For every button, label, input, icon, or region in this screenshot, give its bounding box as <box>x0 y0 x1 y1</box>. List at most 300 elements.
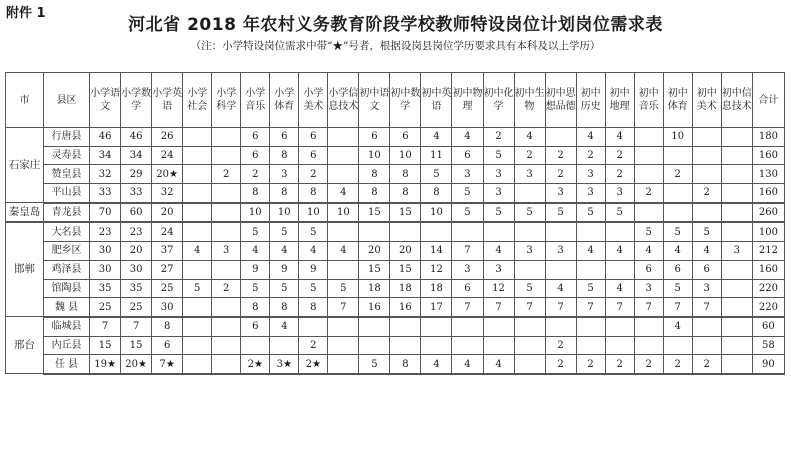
value-cell: 15 <box>359 260 390 279</box>
value-cell: 2 <box>212 165 241 184</box>
value-cell: 2★ <box>299 355 328 374</box>
value-cell <box>634 336 663 355</box>
column-header: 小学信息技术 <box>328 73 359 128</box>
value-cell: 3 <box>452 165 483 184</box>
value-cell: 7 <box>90 317 121 336</box>
value-cell: 3 <box>514 242 545 261</box>
value-cell: 2 <box>299 165 328 184</box>
column-header: 小学语文 <box>90 73 121 128</box>
value-cell <box>241 336 270 355</box>
value-cell: 2 <box>576 355 605 374</box>
value-cell: 5 <box>241 222 270 241</box>
value-cell <box>721 222 752 241</box>
value-cell <box>605 317 634 336</box>
value-cell <box>721 279 752 298</box>
value-cell: 5 <box>241 279 270 298</box>
value-cell <box>183 165 212 184</box>
value-cell <box>183 260 212 279</box>
value-cell <box>212 298 241 317</box>
value-cell: 15 <box>359 203 390 223</box>
column-header: 初中化学 <box>483 73 514 128</box>
value-cell <box>359 336 390 355</box>
value-cell <box>183 355 212 374</box>
value-cell: 10 <box>328 203 359 223</box>
value-cell <box>721 128 752 147</box>
value-cell <box>328 355 359 374</box>
county-cell: 赞皇县 <box>44 165 90 184</box>
value-cell: 5 <box>545 203 576 223</box>
column-header: 小学体育 <box>270 73 299 128</box>
value-cell: 8 <box>421 184 452 203</box>
value-cell: 5 <box>270 279 299 298</box>
value-cell: 8 <box>299 184 328 203</box>
value-cell: 8 <box>390 165 421 184</box>
value-cell: 7 <box>121 317 152 336</box>
value-cell: 4 <box>663 317 692 336</box>
value-cell: 3★ <box>270 355 299 374</box>
value-cell: 5 <box>299 222 328 241</box>
value-cell <box>576 222 605 241</box>
column-header: 小学社会 <box>183 73 212 128</box>
teacher-demand-table <box>5 72 785 375</box>
value-cell: 46 <box>90 128 121 147</box>
value-cell: 2 <box>605 355 634 374</box>
value-cell: 5 <box>452 203 483 223</box>
table-row <box>6 222 785 241</box>
value-cell: 5 <box>634 222 663 241</box>
value-cell <box>663 203 692 223</box>
value-cell: 20 <box>359 242 390 261</box>
value-cell: 8 <box>299 298 328 317</box>
table-row <box>6 317 785 336</box>
value-cell: 7 <box>692 298 721 317</box>
column-header: 合计 <box>752 73 784 128</box>
value-cell: 8 <box>390 184 421 203</box>
value-cell: 15 <box>121 336 152 355</box>
value-cell: 4 <box>483 355 514 374</box>
value-cell <box>483 336 514 355</box>
value-cell: 23 <box>121 222 152 241</box>
value-cell: 12 <box>483 279 514 298</box>
column-header: 初中语文 <box>359 73 390 128</box>
value-cell: 32 <box>90 165 121 184</box>
value-cell <box>663 184 692 203</box>
value-cell <box>721 317 752 336</box>
value-cell: 25 <box>90 298 121 317</box>
column-header: 初中物理 <box>452 73 483 128</box>
value-cell: 212 <box>752 242 784 261</box>
value-cell: 3 <box>212 242 241 261</box>
value-cell: 2 <box>692 184 721 203</box>
value-cell: 3 <box>483 260 514 279</box>
value-cell: 7 <box>483 298 514 317</box>
value-cell: 20 <box>152 203 183 223</box>
value-cell: 10 <box>359 146 390 165</box>
city-cell: 石家庄 <box>6 128 44 203</box>
county-cell: 魏 县 <box>44 298 90 317</box>
value-cell: 15 <box>390 260 421 279</box>
value-cell: 3 <box>514 165 545 184</box>
value-cell <box>183 298 212 317</box>
value-cell: 8 <box>390 355 421 374</box>
value-cell <box>390 317 421 336</box>
value-cell <box>328 336 359 355</box>
value-cell: 4 <box>663 242 692 261</box>
value-cell <box>605 260 634 279</box>
value-cell: 23 <box>90 222 121 241</box>
value-cell: 9 <box>241 260 270 279</box>
value-cell: 8 <box>241 184 270 203</box>
column-header: 小学美术 <box>299 73 328 128</box>
value-cell: 2 <box>634 184 663 203</box>
table-row <box>6 279 785 298</box>
county-cell: 鸡泽县 <box>44 260 90 279</box>
value-cell <box>634 146 663 165</box>
value-cell: 4 <box>270 317 299 336</box>
value-cell: 3 <box>545 184 576 203</box>
value-cell: 2 <box>663 355 692 374</box>
column-header: 初中思想品德 <box>545 73 576 128</box>
value-cell: 4 <box>605 242 634 261</box>
value-cell <box>634 128 663 147</box>
column-header: 小学科学 <box>212 73 241 128</box>
table-header-row <box>6 73 785 128</box>
value-cell <box>212 184 241 203</box>
value-cell <box>390 222 421 241</box>
value-cell: 20★ <box>121 355 152 374</box>
county-cell: 内丘县 <box>44 336 90 355</box>
value-cell: 4 <box>483 242 514 261</box>
value-cell <box>299 317 328 336</box>
value-cell: 35 <box>90 279 121 298</box>
value-cell <box>576 336 605 355</box>
value-cell: 220 <box>752 279 784 298</box>
value-cell: 25 <box>152 279 183 298</box>
table-row <box>6 184 785 203</box>
value-cell: 2 <box>545 146 576 165</box>
value-cell: 3 <box>576 184 605 203</box>
value-cell <box>483 317 514 336</box>
value-cell <box>328 317 359 336</box>
value-cell: 10 <box>299 203 328 223</box>
value-cell: 5 <box>359 355 390 374</box>
value-cell: 6 <box>270 128 299 147</box>
value-cell: 3 <box>452 260 483 279</box>
value-cell <box>452 317 483 336</box>
column-header: 小学数学 <box>121 73 152 128</box>
value-cell: 6 <box>634 260 663 279</box>
value-cell: 130 <box>752 165 784 184</box>
value-cell: 5 <box>483 146 514 165</box>
value-cell: 3 <box>483 165 514 184</box>
table-row <box>6 260 785 279</box>
value-cell: 15 <box>390 203 421 223</box>
value-cell: 7 <box>576 298 605 317</box>
column-header: 市 <box>6 73 44 128</box>
value-cell <box>514 355 545 374</box>
value-cell <box>328 222 359 241</box>
value-cell <box>721 298 752 317</box>
value-cell: 5 <box>421 165 452 184</box>
value-cell <box>328 146 359 165</box>
value-cell: 20 <box>121 242 152 261</box>
value-cell <box>359 222 390 241</box>
value-cell: 58 <box>752 336 784 355</box>
value-cell: 30 <box>152 298 183 317</box>
value-cell: 4 <box>634 242 663 261</box>
value-cell: 3 <box>692 279 721 298</box>
value-cell: 14 <box>421 242 452 261</box>
value-cell: 6 <box>241 146 270 165</box>
column-header: 初中美术 <box>692 73 721 128</box>
value-cell <box>721 146 752 165</box>
city-cell: 邢台 <box>6 317 44 374</box>
value-cell: 16 <box>390 298 421 317</box>
county-cell: 平山县 <box>44 184 90 203</box>
value-cell: 2 <box>241 165 270 184</box>
value-cell: 4 <box>576 128 605 147</box>
value-cell: 6 <box>692 260 721 279</box>
value-cell: 60 <box>121 203 152 223</box>
value-cell: 35 <box>121 279 152 298</box>
value-cell: 27 <box>152 260 183 279</box>
value-cell <box>692 128 721 147</box>
value-cell: 2 <box>663 165 692 184</box>
county-cell: 馆陶县 <box>44 279 90 298</box>
value-cell: 7 <box>545 298 576 317</box>
value-cell: 20★ <box>152 165 183 184</box>
value-cell: 24 <box>152 146 183 165</box>
value-cell <box>721 260 752 279</box>
value-cell <box>212 222 241 241</box>
value-cell: 3 <box>605 184 634 203</box>
value-cell <box>452 222 483 241</box>
county-cell: 青龙县 <box>44 203 90 223</box>
city-cell: 邯郸 <box>6 222 44 316</box>
document-note: （注：小学特设岗位需求中带“★”号者，根据设岗县岗位学历要求具有本科及以上学历） <box>190 40 601 52</box>
value-cell: 10 <box>390 146 421 165</box>
value-cell: 2 <box>634 355 663 374</box>
value-cell <box>721 184 752 203</box>
value-cell <box>545 222 576 241</box>
column-header: 初中数学 <box>390 73 421 128</box>
value-cell: 2 <box>576 146 605 165</box>
value-cell: 9 <box>299 260 328 279</box>
value-cell: 220 <box>752 298 784 317</box>
attachment-label: 附件 1 <box>6 6 46 21</box>
value-cell <box>692 165 721 184</box>
value-cell: 6 <box>663 260 692 279</box>
value-cell: 3 <box>483 184 514 203</box>
value-cell: 11 <box>421 146 452 165</box>
value-cell: 5 <box>605 203 634 223</box>
value-cell <box>663 336 692 355</box>
value-cell: 30 <box>90 242 121 261</box>
value-cell: 2 <box>212 279 241 298</box>
value-cell <box>545 128 576 147</box>
value-cell: 5 <box>514 279 545 298</box>
value-cell: 7 <box>328 298 359 317</box>
table-row <box>6 165 785 184</box>
county-cell: 灵寿县 <box>44 146 90 165</box>
value-cell: 3 <box>634 279 663 298</box>
column-header: 初中生物 <box>514 73 545 128</box>
value-cell: 9 <box>270 260 299 279</box>
value-cell <box>545 317 576 336</box>
value-cell: 16 <box>359 298 390 317</box>
value-cell <box>634 203 663 223</box>
value-cell: 6 <box>152 336 183 355</box>
value-cell: 19★ <box>90 355 121 374</box>
county-cell: 大名县 <box>44 222 90 241</box>
value-cell <box>514 260 545 279</box>
county-cell: 肥乡区 <box>44 242 90 261</box>
value-cell: 17 <box>421 298 452 317</box>
value-cell: 6 <box>390 128 421 147</box>
value-cell: 2★ <box>241 355 270 374</box>
value-cell: 34 <box>90 146 121 165</box>
value-cell: 70 <box>90 203 121 223</box>
table-row <box>6 203 785 223</box>
value-cell: 7 <box>663 298 692 317</box>
value-cell: 8 <box>270 146 299 165</box>
value-cell <box>452 336 483 355</box>
value-cell: 8 <box>270 184 299 203</box>
value-cell: 2 <box>545 336 576 355</box>
value-cell: 2 <box>605 146 634 165</box>
table-body <box>6 128 785 374</box>
value-cell: 18 <box>421 279 452 298</box>
value-cell <box>183 203 212 223</box>
value-cell: 46 <box>121 128 152 147</box>
value-cell <box>545 260 576 279</box>
value-cell <box>721 355 752 374</box>
column-header: 初中英语 <box>421 73 452 128</box>
value-cell: 4 <box>299 242 328 261</box>
value-cell: 5 <box>299 279 328 298</box>
value-cell: 8 <box>270 298 299 317</box>
value-cell: 10 <box>421 203 452 223</box>
value-cell: 6 <box>452 146 483 165</box>
value-cell: 4 <box>692 242 721 261</box>
value-cell: 30 <box>90 260 121 279</box>
column-header: 初中历史 <box>576 73 605 128</box>
value-cell: 4 <box>452 355 483 374</box>
value-cell: 4 <box>605 128 634 147</box>
value-cell <box>421 317 452 336</box>
value-cell <box>692 146 721 165</box>
document-title: 河北省 2018 年农村义务教育阶段学校教师特设岗位计划岗位需求表 <box>128 15 663 35</box>
value-cell: 3 <box>721 242 752 261</box>
value-cell: 4 <box>328 184 359 203</box>
value-cell <box>514 336 545 355</box>
value-cell: 18 <box>359 279 390 298</box>
value-cell: 6 <box>452 279 483 298</box>
value-cell <box>212 146 241 165</box>
county-cell: 行唐县 <box>44 128 90 147</box>
value-cell: 5 <box>692 222 721 241</box>
value-cell: 8 <box>359 165 390 184</box>
value-cell: 160 <box>752 146 784 165</box>
value-cell <box>183 336 212 355</box>
value-cell: 4 <box>514 128 545 147</box>
value-cell <box>721 165 752 184</box>
value-cell: 7 <box>452 242 483 261</box>
value-cell: 10 <box>663 128 692 147</box>
value-cell <box>390 336 421 355</box>
column-header: 小学音乐 <box>241 73 270 128</box>
value-cell: 90 <box>752 355 784 374</box>
value-cell: 20 <box>390 242 421 261</box>
value-cell <box>328 128 359 147</box>
value-cell: 5 <box>663 222 692 241</box>
value-cell <box>605 222 634 241</box>
value-cell: 4 <box>421 128 452 147</box>
value-cell: 5 <box>576 203 605 223</box>
value-cell: 2 <box>483 128 514 147</box>
table-row <box>6 242 785 261</box>
value-cell: 3 <box>545 242 576 261</box>
value-cell <box>605 336 634 355</box>
value-cell <box>183 146 212 165</box>
value-cell <box>721 203 752 223</box>
value-cell: 15 <box>90 336 121 355</box>
table-row <box>6 355 785 374</box>
column-header: 初中体育 <box>663 73 692 128</box>
value-cell <box>692 317 721 336</box>
value-cell: 4 <box>183 242 212 261</box>
value-cell <box>692 203 721 223</box>
value-cell: 25 <box>121 298 152 317</box>
value-cell <box>359 317 390 336</box>
value-cell: 10 <box>241 203 270 223</box>
value-cell: 33 <box>121 184 152 203</box>
value-cell <box>483 222 514 241</box>
table-row <box>6 146 785 165</box>
value-cell <box>212 317 241 336</box>
value-cell <box>576 317 605 336</box>
value-cell <box>212 260 241 279</box>
value-cell: 5 <box>270 222 299 241</box>
value-cell <box>634 165 663 184</box>
value-cell <box>576 260 605 279</box>
value-cell <box>212 128 241 147</box>
value-cell <box>421 222 452 241</box>
value-cell: 8 <box>152 317 183 336</box>
value-cell: 6 <box>299 128 328 147</box>
value-cell <box>721 336 752 355</box>
value-cell: 4 <box>605 279 634 298</box>
table-row <box>6 128 785 147</box>
value-cell: 260 <box>752 203 784 223</box>
value-cell: 6 <box>241 317 270 336</box>
value-cell <box>514 184 545 203</box>
value-cell: 33 <box>90 184 121 203</box>
value-cell: 100 <box>752 222 784 241</box>
value-cell <box>328 165 359 184</box>
value-cell: 29 <box>121 165 152 184</box>
value-cell <box>328 260 359 279</box>
value-cell: 2 <box>545 165 576 184</box>
value-cell: 4 <box>421 355 452 374</box>
column-header: 初中信息技术 <box>721 73 752 128</box>
column-header: 初中地理 <box>605 73 634 128</box>
value-cell <box>692 336 721 355</box>
value-cell: 26 <box>152 128 183 147</box>
value-cell <box>514 317 545 336</box>
value-cell: 12 <box>421 260 452 279</box>
value-cell <box>421 336 452 355</box>
